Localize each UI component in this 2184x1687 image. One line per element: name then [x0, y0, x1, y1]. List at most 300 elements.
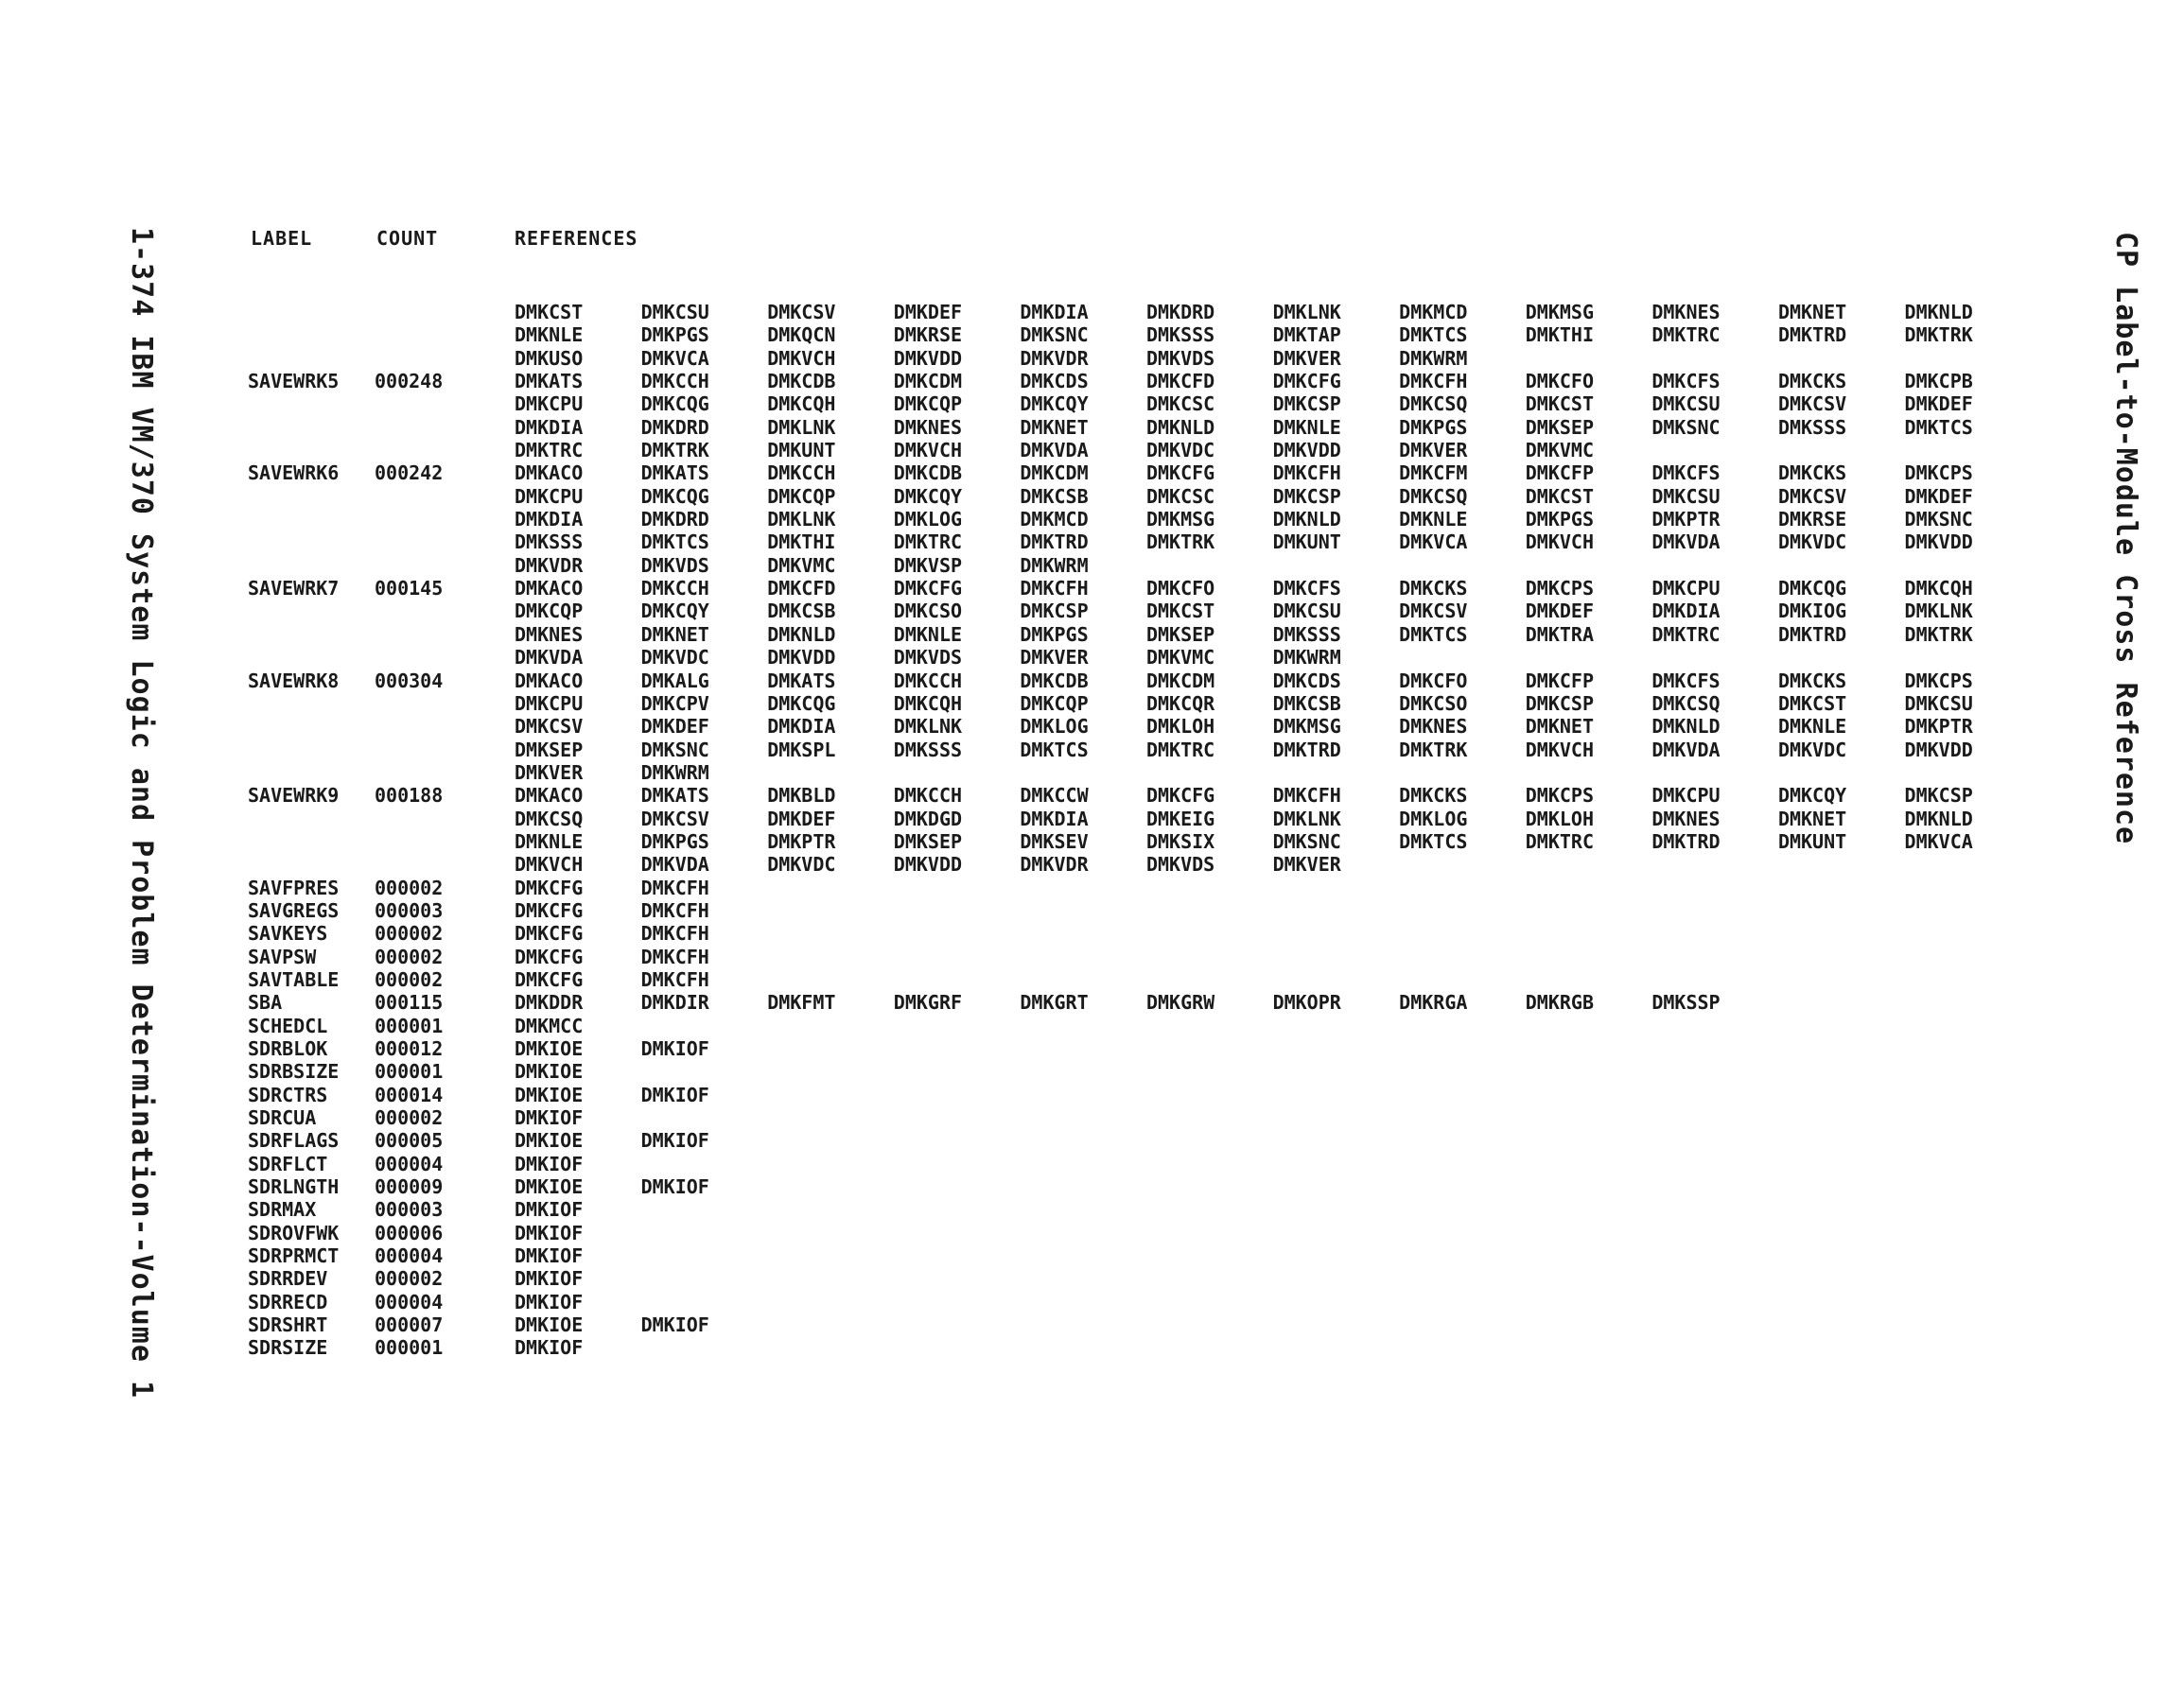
- module-reference: DMKSEP: [1145, 622, 1215, 646]
- entry-label: SAVEWRK9: [248, 784, 340, 808]
- module-reference: DMKIOE: [515, 1037, 584, 1060]
- module-reference: DMKCQG: [640, 484, 709, 508]
- entry-references: [515, 877, 2026, 899]
- module-reference: DMKCSU: [1904, 691, 1973, 715]
- module-reference: DMKCFH: [640, 945, 709, 968]
- module-reference: DMKCSP: [1020, 600, 1089, 623]
- module-reference: DMKCFP: [1525, 461, 1594, 485]
- module-reference: DMKSSS: [1145, 323, 1215, 347]
- module-reference: DMKCSU: [1651, 392, 1721, 416]
- module-reference: DMKIOE: [515, 1083, 584, 1106]
- module-reference: DMKCSU: [640, 301, 709, 323]
- module-reference: DMKVER: [1272, 346, 1341, 370]
- module-reference: DMKFMT: [767, 991, 836, 1015]
- module-reference: DMKCQG: [1777, 577, 1847, 600]
- entry-count: 000145: [375, 577, 444, 600]
- table-row: [248, 1084, 2026, 1106]
- module-reference: DMKVER: [1399, 439, 1468, 462]
- entry-label: SAVEWRK5: [248, 370, 340, 393]
- module-reference: DMKCDB: [767, 370, 836, 393]
- module-reference: DMKCFS: [1651, 370, 1721, 393]
- module-reference: DMKWRM: [1399, 346, 1468, 370]
- entry-references: [515, 1015, 2026, 1037]
- module-reference: DMKNLE: [1272, 415, 1341, 439]
- module-reference: DMKCCH: [640, 370, 709, 393]
- module-reference: DMKCQP: [767, 484, 836, 508]
- entry-label: SDRBSIZE: [248, 1060, 340, 1084]
- module-reference: DMKIOF: [640, 1175, 709, 1199]
- module-reference: DMKTRC: [893, 530, 963, 554]
- module-reference: DMKRSE: [1777, 508, 1847, 531]
- module-reference: DMKCSV: [1777, 484, 1847, 508]
- entry-count: 000242: [375, 461, 444, 485]
- module-reference: DMKVCA: [640, 346, 709, 370]
- module-reference: DMKCFH: [640, 876, 709, 899]
- module-reference: DMKNES: [1651, 807, 1721, 830]
- table-row: [248, 1336, 2026, 1359]
- module-reference: DMKCSO: [893, 600, 963, 623]
- module-reference: DMKNLD: [1651, 715, 1721, 739]
- module-reference: DMKSNC: [1020, 323, 1089, 347]
- entry-count: 000003: [375, 898, 444, 922]
- module-reference: DMKDEF: [1525, 600, 1594, 623]
- module-reference: DMKCSP: [1272, 484, 1341, 508]
- module-reference: DMKCSB: [1020, 484, 1089, 508]
- module-reference: DMKTRD: [1272, 738, 1341, 761]
- table-row: [248, 577, 2026, 669]
- module-reference: DMKWRM: [1020, 553, 1089, 577]
- module-reference: DMKCFG: [1145, 784, 1215, 808]
- module-reference: DMKVDD: [1904, 530, 1973, 554]
- module-reference: DMKPTR: [1651, 508, 1721, 531]
- entry-references: [515, 899, 2026, 922]
- module-reference: DMKCPS: [1904, 669, 1973, 692]
- module-reference: DMKDIA: [1020, 807, 1089, 830]
- module-reference: DMKCFG: [893, 577, 963, 600]
- module-reference: DMKVDC: [1777, 738, 1847, 761]
- column-header-references: REFERENCES: [515, 227, 638, 250]
- table-row: [248, 1106, 2026, 1129]
- module-reference: DMKUSO: [515, 346, 584, 370]
- module-reference: DMKVDR: [1020, 853, 1089, 877]
- module-reference: DMKNLD: [1904, 301, 1973, 323]
- module-reference: DMKVER: [1020, 646, 1089, 670]
- module-reference: DMKLNK: [767, 415, 836, 439]
- entry-count: 000115: [375, 991, 444, 1015]
- module-reference: DMKMSG: [1272, 715, 1341, 739]
- module-reference: DMKCCH: [767, 461, 836, 485]
- entry-label: SCHEDCL: [248, 1014, 328, 1037]
- module-reference: DMKSIX: [1145, 829, 1215, 853]
- module-reference: DMKVDD: [767, 646, 836, 670]
- entry-count: 000004: [375, 1244, 444, 1268]
- module-reference: DMKDIA: [1651, 600, 1721, 623]
- module-reference: DMKCQH: [767, 392, 836, 416]
- module-reference: DMKNES: [893, 415, 963, 439]
- module-reference: DMKSEP: [893, 829, 963, 853]
- entry-references: [515, 1106, 2026, 1129]
- module-reference: DMKVDA: [1651, 530, 1721, 554]
- module-reference: DMKTAP: [1272, 323, 1341, 347]
- table-row: [248, 461, 2026, 577]
- module-reference: DMKCFG: [515, 945, 584, 968]
- module-reference: DMKDIR: [640, 991, 709, 1015]
- module-reference: DMKCQR: [1145, 691, 1215, 715]
- entry-references: [515, 1291, 2026, 1313]
- module-reference: DMKIOE: [515, 1060, 584, 1084]
- module-reference: DMKCFH: [1399, 370, 1468, 393]
- module-reference: DMKNET: [1777, 301, 1847, 323]
- module-reference: DMKVSP: [893, 553, 963, 577]
- entry-references: [515, 991, 2026, 1014]
- module-reference: DMKVMC: [1525, 439, 1594, 462]
- entry-count: 000001: [375, 1336, 444, 1360]
- module-reference: DMKIOF: [515, 1152, 584, 1175]
- module-reference: DMKCQP: [1020, 691, 1089, 715]
- module-reference: DMKCFD: [1145, 370, 1215, 393]
- module-reference: DMKVCA: [1904, 829, 1973, 853]
- module-reference: DMKVDD: [893, 346, 963, 370]
- module-reference: DMKTRC: [1651, 622, 1721, 646]
- entry-label: SDRRECD: [248, 1290, 328, 1313]
- entry-references: [515, 670, 2026, 785]
- entry-count: 000014: [375, 1083, 444, 1106]
- module-reference: DMKCQY: [1020, 392, 1089, 416]
- module-reference: DMKTRK: [640, 439, 709, 462]
- module-reference: DMKLNK: [1904, 600, 1973, 623]
- module-reference: DMKCPU: [1651, 784, 1721, 808]
- module-reference: DMKRSE: [893, 323, 963, 347]
- module-reference: DMKCST: [1145, 600, 1215, 623]
- module-reference: DMKCPU: [1651, 577, 1721, 600]
- module-reference: DMKCKS: [1777, 370, 1847, 393]
- module-reference: DMKATS: [515, 370, 584, 393]
- module-reference: DMKNLD: [1272, 508, 1341, 531]
- module-reference: DMKBLD: [767, 784, 836, 808]
- entry-references: [515, 1153, 2026, 1175]
- module-reference: DMKCPU: [515, 392, 584, 416]
- table-row: [248, 991, 2026, 1014]
- module-reference: DMKCPS: [1525, 784, 1594, 808]
- module-reference: DMKIOF: [515, 1244, 584, 1268]
- module-reference: DMKIOF: [515, 1198, 584, 1222]
- module-reference: DMKLOG: [893, 508, 963, 531]
- module-reference: DMKPTR: [767, 829, 836, 853]
- module-reference: DMKDEF: [1904, 484, 1973, 508]
- module-reference: DMKIOF: [515, 1336, 584, 1360]
- module-reference: DMKCFH: [640, 922, 709, 946]
- entry-count: 000012: [375, 1037, 444, 1060]
- module-reference: DMKNLE: [515, 323, 584, 347]
- module-reference: DMKSSS: [1777, 415, 1847, 439]
- table-row: [248, 1060, 2026, 1083]
- left-margin-title: 1-374 IBM VM/370 System Logic and Problem Determination--Volume 1: [125, 227, 158, 1399]
- entry-count: 000001: [375, 1060, 444, 1084]
- entry-references: [515, 1222, 2026, 1244]
- module-reference: DMKNLD: [1145, 415, 1215, 439]
- entry-references: [515, 461, 2026, 577]
- module-reference: DMKTHI: [1525, 323, 1594, 347]
- module-reference: DMKTRC: [1651, 323, 1721, 347]
- module-reference: DMKSPL: [767, 738, 836, 761]
- module-reference: DMKVDS: [893, 646, 963, 670]
- module-reference: DMKCCW: [1020, 784, 1089, 808]
- entry-label: SDRFLCT: [248, 1152, 328, 1175]
- table-row: [248, 946, 2026, 968]
- module-reference: DMKMCD: [1399, 301, 1468, 323]
- module-reference: DMKTRD: [1777, 323, 1847, 347]
- module-reference: DMKACO: [515, 577, 584, 600]
- module-reference: DMKMSG: [1525, 301, 1594, 323]
- module-reference: DMKCPV: [640, 691, 709, 715]
- module-reference: DMKVDC: [1145, 439, 1215, 462]
- entry-label: SAVPSW: [248, 945, 317, 968]
- module-reference: DMKCQY: [893, 484, 963, 508]
- module-reference: DMKCSP: [1272, 392, 1341, 416]
- table-row: [248, 301, 2026, 370]
- module-reference: DMKVDC: [640, 646, 709, 670]
- module-reference: DMKSEV: [1020, 829, 1089, 853]
- entry-label: SDRPRMCT: [248, 1244, 340, 1268]
- module-reference: DMKTRK: [1399, 738, 1468, 761]
- module-reference: DMKCFH: [1272, 784, 1341, 808]
- table-row: [248, 1129, 2026, 1152]
- module-reference: DMKCKS: [1399, 577, 1468, 600]
- module-reference: DMKUNT: [767, 439, 836, 462]
- module-reference: DMKVDA: [1020, 439, 1089, 462]
- module-reference: DMKCQH: [1904, 577, 1973, 600]
- module-reference: DMKPGS: [640, 323, 709, 347]
- table-row: [248, 1244, 2026, 1267]
- entry-references: [515, 1037, 2026, 1060]
- module-reference: DMKNET: [1020, 415, 1089, 439]
- module-reference: DMKSNC: [1904, 508, 1973, 531]
- module-reference: DMKNET: [640, 622, 709, 646]
- module-reference: DMKIOF: [515, 1221, 584, 1244]
- entry-references: [515, 301, 2026, 370]
- entry-count: 000003: [375, 1198, 444, 1222]
- module-reference: DMKLNK: [1272, 807, 1341, 830]
- module-reference: DMKIOE: [515, 1129, 584, 1153]
- entry-label: SAVEWRK6: [248, 461, 340, 485]
- module-reference: DMKCSP: [1525, 691, 1594, 715]
- module-reference: DMKCQH: [893, 691, 963, 715]
- module-reference: DMKCQY: [640, 600, 709, 623]
- module-reference: DMKNLD: [1904, 807, 1973, 830]
- table-row: [248, 1015, 2026, 1037]
- module-reference: DMKCFG: [515, 876, 584, 899]
- table-row: [248, 1291, 2026, 1313]
- module-reference: DMKCQG: [640, 392, 709, 416]
- entry-count: 000001: [375, 1014, 444, 1037]
- entry-references: [515, 1175, 2026, 1198]
- module-reference: DMKIOF: [640, 1129, 709, 1153]
- module-reference: DMKCFD: [767, 577, 836, 600]
- module-reference: DMKCSQ: [1399, 392, 1468, 416]
- entry-count: 000002: [375, 876, 444, 899]
- module-reference: DMKCDB: [893, 461, 963, 485]
- module-reference: DMKCFH: [1272, 461, 1341, 485]
- module-reference: DMKCFH: [640, 967, 709, 991]
- entry-label: SDRBLOK: [248, 1037, 328, 1060]
- entry-references: [515, 1198, 2026, 1221]
- module-reference: DMKCPS: [1525, 577, 1594, 600]
- module-reference: DMKNES: [515, 622, 584, 646]
- module-reference: DMKSNC: [1272, 829, 1341, 853]
- module-reference: DMKTRD: [1020, 530, 1089, 554]
- module-reference: DMKIOF: [640, 1313, 709, 1337]
- entry-references: [515, 922, 2026, 945]
- entry-count: 000002: [375, 1267, 444, 1291]
- entry-references: [515, 1267, 2026, 1290]
- module-reference: DMKNES: [1651, 301, 1721, 323]
- module-reference: DMKGRW: [1145, 991, 1215, 1015]
- module-reference: DMKVDR: [515, 553, 584, 577]
- module-reference: DMKNET: [1525, 715, 1594, 739]
- module-reference: DMKDRD: [640, 508, 709, 531]
- module-reference: DMKIOF: [515, 1290, 584, 1313]
- module-reference: DMKVCH: [767, 346, 836, 370]
- module-reference: DMKCFS: [1651, 669, 1721, 692]
- module-reference: DMKLNK: [893, 715, 963, 739]
- module-reference: DMKDIA: [767, 715, 836, 739]
- entry-label: SDRCTRS: [248, 1083, 328, 1106]
- module-reference: DMKSNC: [640, 738, 709, 761]
- module-reference: DMKEIG: [1145, 807, 1215, 830]
- module-reference: DMKSSS: [515, 530, 584, 554]
- module-reference: DMKIOG: [1777, 600, 1847, 623]
- module-reference: DMKCQP: [893, 392, 963, 416]
- module-reference: DMKVMC: [767, 553, 836, 577]
- module-reference: DMKRGA: [1399, 991, 1468, 1015]
- module-reference: DMKLOH: [1525, 807, 1594, 830]
- entry-label: SAVEWRK7: [248, 577, 340, 600]
- entry-count: 000002: [375, 1106, 444, 1130]
- module-reference: DMKVDA: [515, 646, 584, 670]
- module-reference: DMKDIA: [515, 508, 584, 531]
- module-reference: DMKCST: [1525, 484, 1594, 508]
- entry-count: 000005: [375, 1129, 444, 1153]
- module-reference: DMKCKS: [1777, 461, 1847, 485]
- entry-references: [515, 1336, 2026, 1359]
- entry-count: 000002: [375, 922, 444, 946]
- entry-label: SDRSIZE: [248, 1336, 328, 1360]
- module-reference: DMKVCH: [893, 439, 963, 462]
- module-reference: DMKTRC: [515, 439, 584, 462]
- module-reference: DMKVDC: [1777, 530, 1847, 554]
- module-reference: DMKTCS: [1020, 738, 1089, 761]
- module-reference: DMKCST: [515, 301, 584, 323]
- module-reference: DMKTRA: [1525, 622, 1594, 646]
- module-reference: DMKIOF: [515, 1267, 584, 1291]
- module-reference: DMKCDM: [1145, 669, 1215, 692]
- module-reference: DMKCFG: [1145, 461, 1215, 485]
- table-row: [248, 1313, 2026, 1336]
- module-reference: DMKSSS: [893, 738, 963, 761]
- module-reference: DMKCFG: [515, 898, 584, 922]
- module-reference: DMKVCH: [1525, 738, 1594, 761]
- module-reference: DMKLOG: [1020, 715, 1089, 739]
- module-reference: DMKNLD: [767, 622, 836, 646]
- entry-references: [515, 1313, 2026, 1336]
- entry-label: SDRLNGTH: [248, 1175, 340, 1199]
- module-reference: DMKCPS: [1904, 461, 1973, 485]
- module-reference: DMKCSV: [1399, 600, 1468, 623]
- module-reference: DMKLOH: [1145, 715, 1215, 739]
- module-reference: DMKALG: [640, 669, 709, 692]
- module-reference: DMKVDR: [1020, 346, 1089, 370]
- entry-references: [515, 1060, 2026, 1083]
- module-reference: DMKDIA: [515, 415, 584, 439]
- entry-label: SAVFPRES: [248, 876, 340, 899]
- entry-count: 000002: [375, 945, 444, 968]
- module-reference: DMKDEF: [1904, 392, 1973, 416]
- module-reference: DMKUNT: [1777, 829, 1847, 853]
- module-reference: DMKCQP: [515, 600, 584, 623]
- module-reference: DMKVDS: [1145, 346, 1215, 370]
- module-reference: DMKVMC: [1145, 646, 1215, 670]
- table-row: [248, 1153, 2026, 1175]
- entry-references: [515, 968, 2026, 991]
- module-reference: DMKSSS: [1272, 622, 1341, 646]
- module-reference: DMKDRD: [1145, 301, 1215, 323]
- module-reference: DMKCKS: [1777, 669, 1847, 692]
- module-reference: DMKCFO: [1399, 669, 1468, 692]
- module-reference: DMKCQY: [1777, 784, 1847, 808]
- cross-reference-table: [248, 301, 2026, 1360]
- module-reference: DMKSEP: [515, 738, 584, 761]
- module-reference: DMKPGS: [1020, 622, 1089, 646]
- entry-label: SAVEWRK8: [248, 669, 340, 692]
- module-reference: DMKGRF: [893, 991, 963, 1015]
- module-reference: DMKCKS: [1399, 784, 1468, 808]
- module-reference: DMKTRK: [1904, 622, 1973, 646]
- module-reference: DMKTCS: [1399, 622, 1468, 646]
- module-reference: DMKPTR: [1904, 715, 1973, 739]
- entry-label: SDRFLAGS: [248, 1129, 340, 1153]
- module-reference: DMKCPU: [515, 484, 584, 508]
- module-reference: DMKSNC: [1651, 415, 1721, 439]
- module-reference: DMKACO: [515, 784, 584, 808]
- module-reference: DMKCCH: [893, 784, 963, 808]
- module-reference: DMKTRK: [1145, 530, 1215, 554]
- module-reference: DMKTRC: [1525, 829, 1594, 853]
- module-reference: DMKDGD: [893, 807, 963, 830]
- module-reference: DMKIOF: [640, 1037, 709, 1060]
- module-reference: DMKDEF: [893, 301, 963, 323]
- entry-count: 000009: [375, 1175, 444, 1199]
- module-reference: DMKTRD: [1777, 622, 1847, 646]
- entry-label: SDRSHRT: [248, 1313, 328, 1337]
- module-reference: DMKIOE: [515, 1175, 584, 1199]
- module-reference: DMKCFH: [640, 898, 709, 922]
- module-reference: DMKMCC: [515, 1014, 584, 1037]
- module-reference: DMKDIA: [1020, 301, 1089, 323]
- module-reference: DMKNLE: [893, 622, 963, 646]
- entry-label: SDROVFWK: [248, 1221, 340, 1244]
- module-reference: DMKCFM: [1399, 461, 1468, 485]
- module-reference: DMKTHI: [767, 530, 836, 554]
- module-reference: DMKSEP: [1525, 415, 1594, 439]
- module-reference: DMKTRC: [1145, 738, 1215, 761]
- module-reference: DMKCFG: [515, 922, 584, 946]
- module-reference: DMKTRK: [1904, 323, 1973, 347]
- module-reference: DMKCFS: [1272, 577, 1341, 600]
- module-reference: DMKCFP: [1525, 669, 1594, 692]
- module-reference: DMKCPU: [515, 691, 584, 715]
- entry-references: [515, 370, 2026, 461]
- entry-references: [515, 1129, 2026, 1152]
